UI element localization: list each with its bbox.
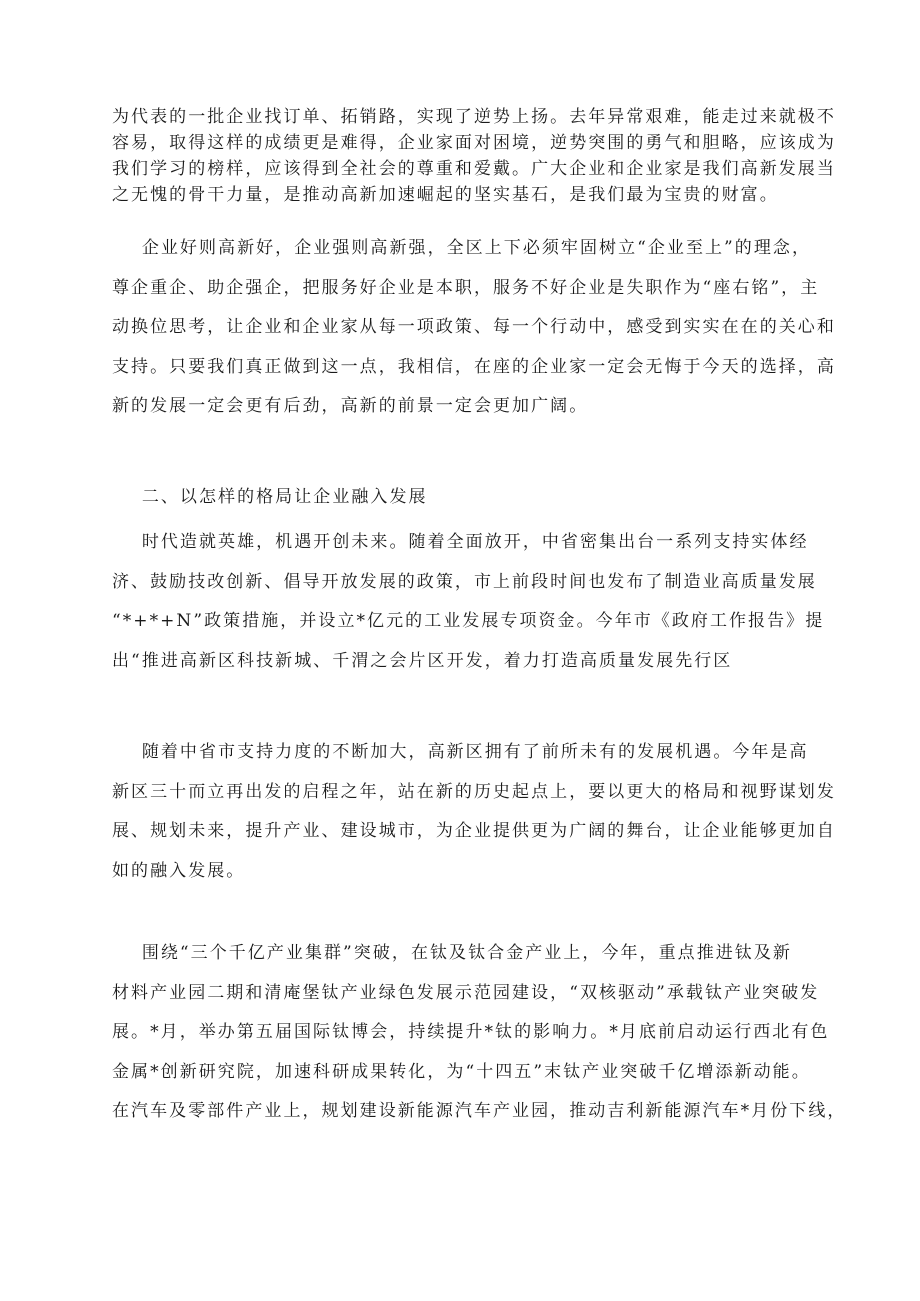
text-line: 动换位思考，让企业和企业家从每一项政策、每一个行动中，感受到实实在在的关心和 bbox=[112, 317, 836, 337]
text-line: 新的发展一定会更有后劲，高新的前景一定会更加广阔。 bbox=[112, 396, 589, 416]
paragraph bbox=[112, 934, 846, 1132]
text-line: 我们学习的榜样，应该得到全社会的尊重和爱戴。广大企业和企业家是我们高新发展当 bbox=[112, 159, 836, 179]
text-line: 时代造就英雄，机遇开创未来。随着全面放开，中省密集出台一系列支持实体经 bbox=[112, 532, 809, 552]
paragraph bbox=[112, 523, 824, 681]
text-line: 新区三十而立再出发的启程之年，站在新的历史起点上，要以更大的格局和视野谋划发 bbox=[112, 781, 836, 802]
paragraph bbox=[112, 733, 836, 891]
text-line: 材料产业园二期和清庵堡钛产业绿色发展示范园建设，“双核驱动”承载钛产业突破发 bbox=[112, 982, 820, 1003]
text-line: 出“推进高新区科技新城、千渭之会片区开发，着力打造高质量发展先行区 bbox=[112, 650, 733, 671]
text-line: 企业好则高新好，企业强则高新强，全区上下必须牢固树立“企业至上”的理念， bbox=[112, 238, 811, 258]
text-line: 济、鼓励技改创新、倡导开放发展的政策，市上前段时间也发布了制造业高质量发展 bbox=[112, 571, 817, 592]
text-line: 展。*月，举办第五届国际钛博会，持续提升*钛的影响力。*月底前启动运行西北有色 bbox=[112, 1022, 830, 1042]
text-line: 围绕“三个千亿产业集群”突破，在钛及钛合金产业上，今年，重点推进钛及新 bbox=[112, 943, 792, 963]
text-line: 金属*创新研究院，加速科研成果转化，为“十四五”末钛产业突破千亿增添新动能。 bbox=[112, 1061, 811, 1082]
text-line: 如的融入发展。 bbox=[112, 860, 246, 881]
text-line: 展、规划未来，提升产业、建设城市，为企业提供更为广阔的舞台，让企业能够更加自 bbox=[112, 821, 836, 841]
text-line: 之无愧的骨干力量，是推动高新加速崛起的坚实基石，是我们最为宝贵的财富。 bbox=[112, 185, 779, 205]
section-heading bbox=[112, 478, 428, 518]
text-line: 支持。只要我们真正做到这一点，我相信，在座的企业家一定会无悔于今天的选择，高 bbox=[112, 356, 836, 377]
heading-text: 二、以怎样的格局让企业融入发展 bbox=[112, 487, 428, 507]
text-line: 在汽车及零部件产业上，规划建设新能源汽车产业园，推动吉利新能源汽车*月份下线， bbox=[112, 1101, 847, 1121]
paragraph bbox=[112, 104, 836, 208]
text-line: 容易，取得这样的成绩更是难得，企业家面对困境，逆势突围的勇气和胆略，应该成为 bbox=[112, 133, 836, 153]
text-line: 尊企重企、助企强企，把服务好企业是本职，服务不好企业是失职作为“座右铭”，主 bbox=[112, 277, 820, 298]
text-line: 随着中省市支持力度的不断加大，高新区拥有了前所未有的发展机遇。今年是高 bbox=[112, 742, 809, 762]
paragraph bbox=[112, 229, 836, 427]
text-line: “*+*+N”政策措施，并设立*亿元的工业发展专项资金。今年市《政府工作报告》提 bbox=[112, 611, 825, 631]
text-line: 为代表的一批企业找订单、拓销路，实现了逆势上扬。去年异常艰难，能走过来就极不 bbox=[112, 107, 836, 127]
